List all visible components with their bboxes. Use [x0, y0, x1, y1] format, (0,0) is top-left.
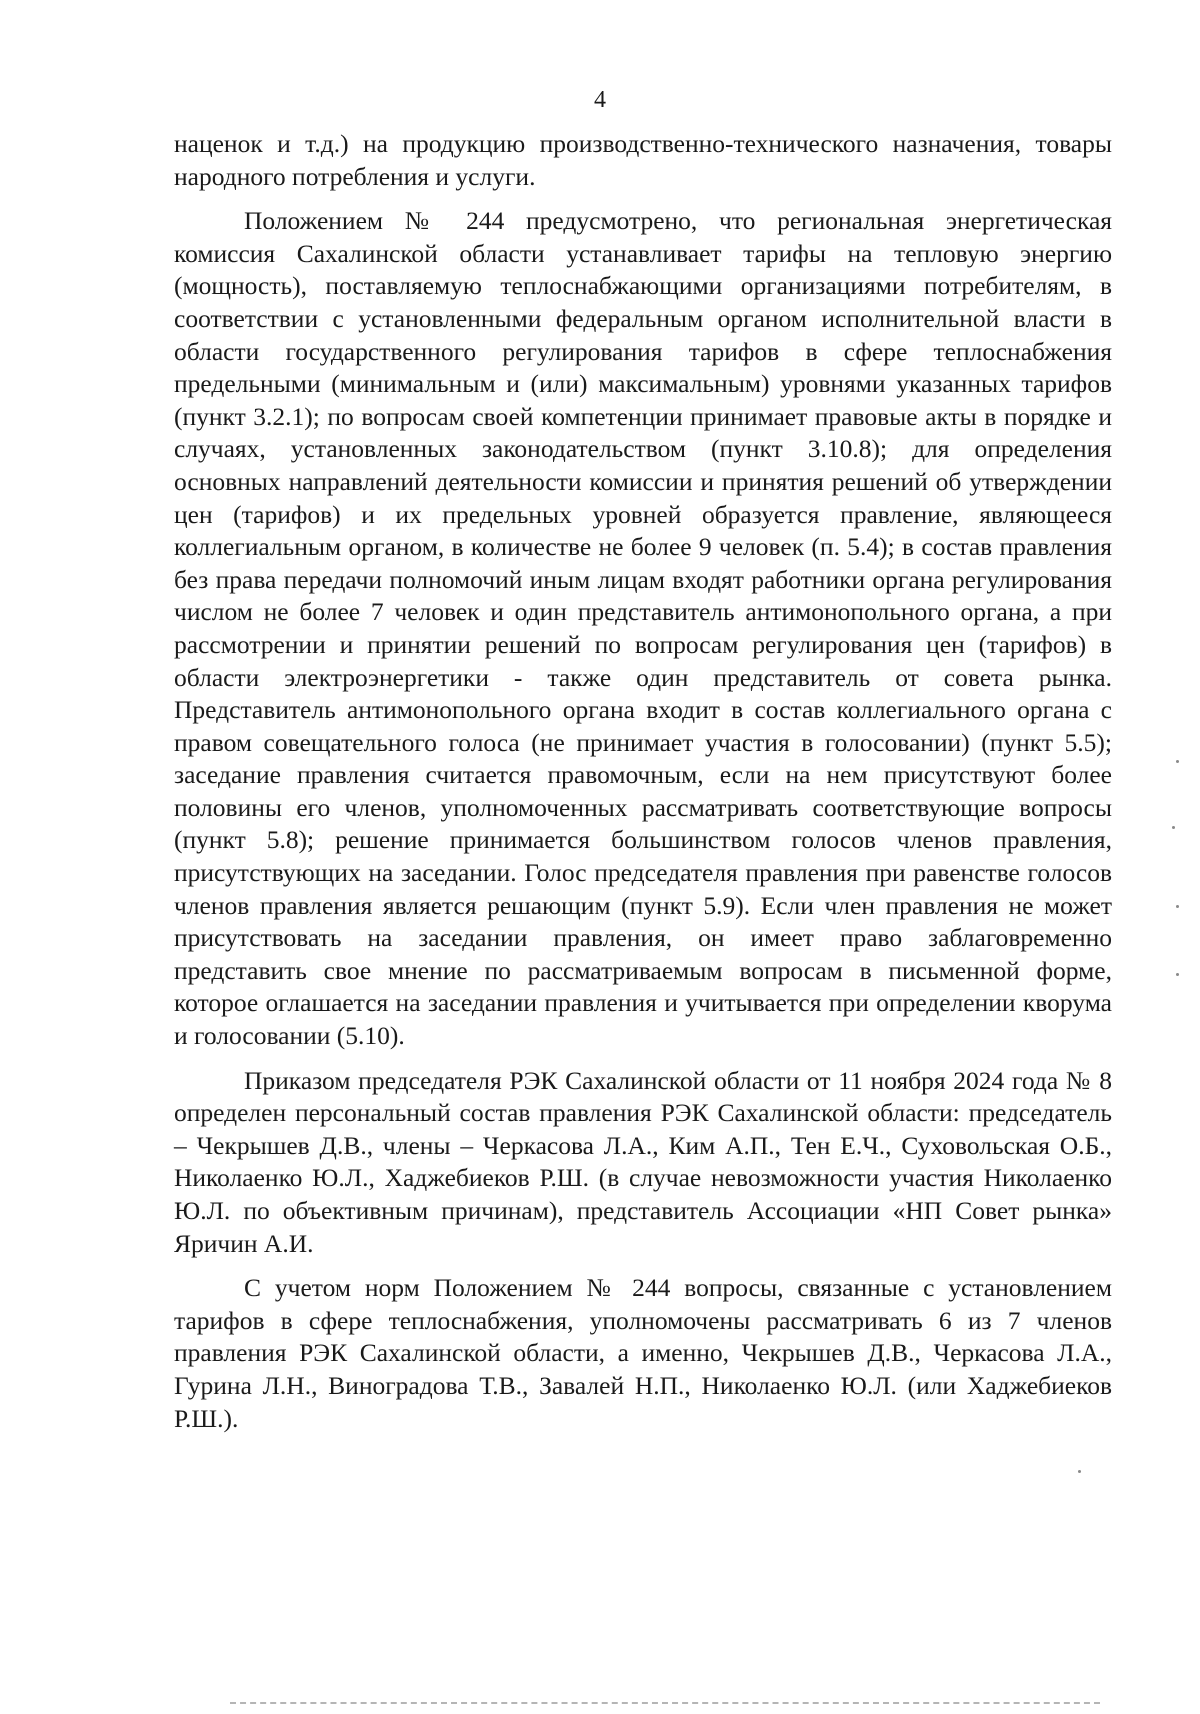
- scan-speck: [1176, 905, 1179, 908]
- scan-speck: [1172, 826, 1175, 829]
- scan-speck: [1176, 760, 1179, 763]
- page-number: 4: [594, 87, 606, 113]
- document-body: [174, 128, 1112, 1435]
- paragraph-board-composition: Приказом председателя РЭК Сахалинской области от 11 ноября 2024 года № 8 определен персональный состав правления РЭК Сахалинской области: председатель – Чекрышев Д.В., члены – Черкасова Л.А., Ким А.П., Тен Е.Ч., Суховольская О.Б., Николаенко Ю.Л., Хаджебиеков Р.Ш. (в случае невозможности участия Николаенко Ю.Л. по объективным причинам), представитель Ассоциации «НП Совет рынка» Яричин А.И.: [174, 1065, 1112, 1258]
- paragraph-continuation: наценок и т.д.) на продукцию производственно-технического назначения, товары народного потребления и услуги.: [174, 129, 1112, 191]
- paragraph-authorized-members: С учетом норм Положением № 244 вопросы, связанные с установлением тарифов в сфере теплоснабжения, уполномочены рассматривать 6 из 7 членов правления РЭК Сахалинской области, а именно, Чекрышев Д.В., Черкасова Л.А., Гурина Л.Н., Виноградова Т.В., Завалей Н.П., Николаенко Ю.Л. (или Хаджебиеков Р.Ш.).: [174, 1273, 1112, 1433]
- scan-speck: [1078, 1470, 1081, 1473]
- page-bottom-edge: [230, 1702, 1100, 1704]
- scan-speck: [1176, 973, 1179, 976]
- paragraph-regulation-244: Положением № 244 предусмотрено, что региональная энергетическая комиссия Сахалинской области устанавливает тарифы на тепловую энергию (мощность), поставляемую теплоснабжающими организациями потребителям, в соответствии с установленными федеральным органом исполнительной власти в области государственного регулирования тарифов в сфере теплоснабжения предельными (минимальным и (или) максимальным) уровнями указанных тарифов (пункт 3.2.1); по вопросам своей компетенции принимает правовые акты в порядке и случаях, установленных законодательством (пункт 3.10.8); для определения основных направлений деятельности комиссии и принятия решений об утверждении цен (тарифов) и их предельных уровней образуется правление, являющееся коллегиальным органом, в количестве не более 9 человек (п. 5.4); в состав правления без права передачи полномочий иным лицам входят работники органа регулирования числом не более 7 человек и один представитель антимонопольного органа, а при рассмотрении и принятии решений по вопросам регулирования цен (тарифов) в области электроэнергетики - также один представитель от совета рынка. Представитель антимонопольного органа входит в состав коллегиального органа с правом совещательного голоса (не принимает участия в голосовании) (пункт 5.5); заседание правления считается правомочным, если на нем присутствуют более половины его членов, уполномоченных рассматривать соответствующие вопросы (пункт 5.8); решение принимается большинством голосов членов правления, присутствующих на заседании. Голос председателя правления при равенстве голосов членов правления является решающим (пункт 5.9). Если член правления не может присутствовать на заседании правления, он имеет право заблаговременно представить свое мнение по рассматриваемым вопросам в письменной форме, которое оглашается на заседании правления и учитывается при определении кворума и голосовании (5.10).: [174, 206, 1112, 1051]
